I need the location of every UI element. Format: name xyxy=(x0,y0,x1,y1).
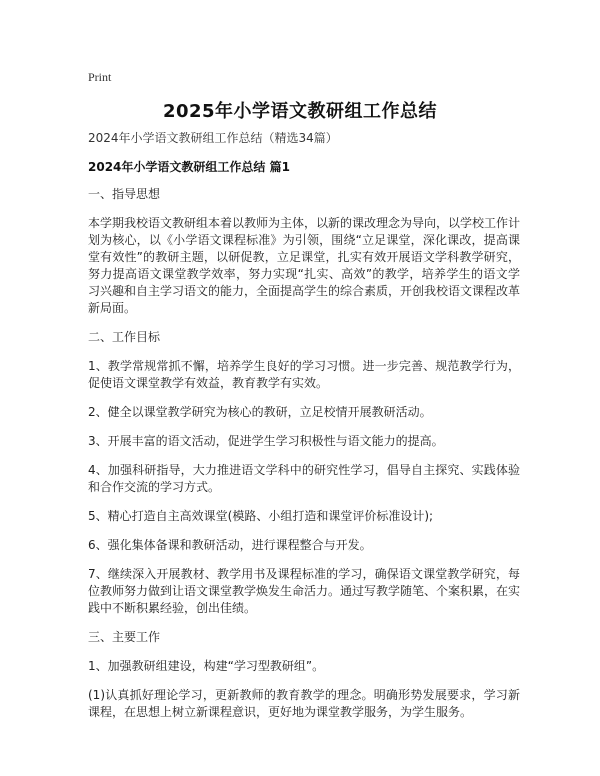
page-title: 2025年小学语文教研组工作总结 xyxy=(162,101,438,122)
goal-item: 3、开展丰富的语文活动，促进学生学习积极性与语文能力的提高。 xyxy=(88,434,444,448)
document-body xyxy=(88,130,520,733)
goal-item: 4、加强科研指导，大力推进语文学科中的研究性学习，倡导自主探究、实践体验和合作交流的学习方式。 xyxy=(88,463,520,494)
paragraph-guiding-ideology: 本学期我校语文教研组本着以教师为主体，以新的课改理念为导向，以学校工作计划为核心，以《小学语文课程标准》为引领，围绕“立足课堂，深化课改，提高课堂有效性”的教研主题，以研促教，立足课堂，扎实有效开展语文学科教学研究，努力提高语文课堂教学效率，努力实现“扎实、高效”的教学，培养学生的语文学习兴趣和自主学习语文的能力，全面提高学生的综合素质，开创我校语文课程改革新局面。 xyxy=(88,216,521,315)
goal-item: 7、继续深入开展教材、教学用书及课程标准的学习，确保语文课堂教学研究，每位教师努力做到让语文课堂教学焕发生命活力。通过写教学随笔、个案积累，在实践中不断积累经验，创出佳绩。 xyxy=(88,567,521,615)
goal-item: 5、精心打造自主高效课堂(模路、小组打造和课堂评价标准设计); xyxy=(88,509,434,523)
goal-item: 2、健全以课堂教学研究为核心的教研，立足校情开展教研活动。 xyxy=(88,405,432,419)
work-subitem: (1)认真抓好理论学习，更新教师的教育教学的理念。明确形势发展要求，学习新课程，在思想上树立新课程意识，更好地为课堂教学服务，为学生服务。 xyxy=(88,688,520,719)
heading-main-work: 三、主要工作 xyxy=(88,630,161,644)
document-subtitle: 2024年小学语文教研组工作总结（精选34篇） xyxy=(88,131,338,145)
work-item: 1、加强教研组建设，构建“学习型教研组”。 xyxy=(88,659,325,673)
heading-work-goals: 二、工作目标 xyxy=(88,330,161,344)
section-title: 2024年小学语文教研组工作总结 篇1 xyxy=(88,160,290,174)
goal-item: 6、强化集体备课和教研活动，进行课程整合与开发。 xyxy=(88,538,372,552)
print-link[interactable]: Print xyxy=(88,70,112,84)
heading-guiding-ideology: 一、指导思想 xyxy=(88,187,161,201)
goal-item: 1、教学常规常抓不懈，培养学生良好的学习习惯。进一步完善、规范教学行为，促使语文课堂教学有效益，教育教学有实效。 xyxy=(88,359,520,390)
